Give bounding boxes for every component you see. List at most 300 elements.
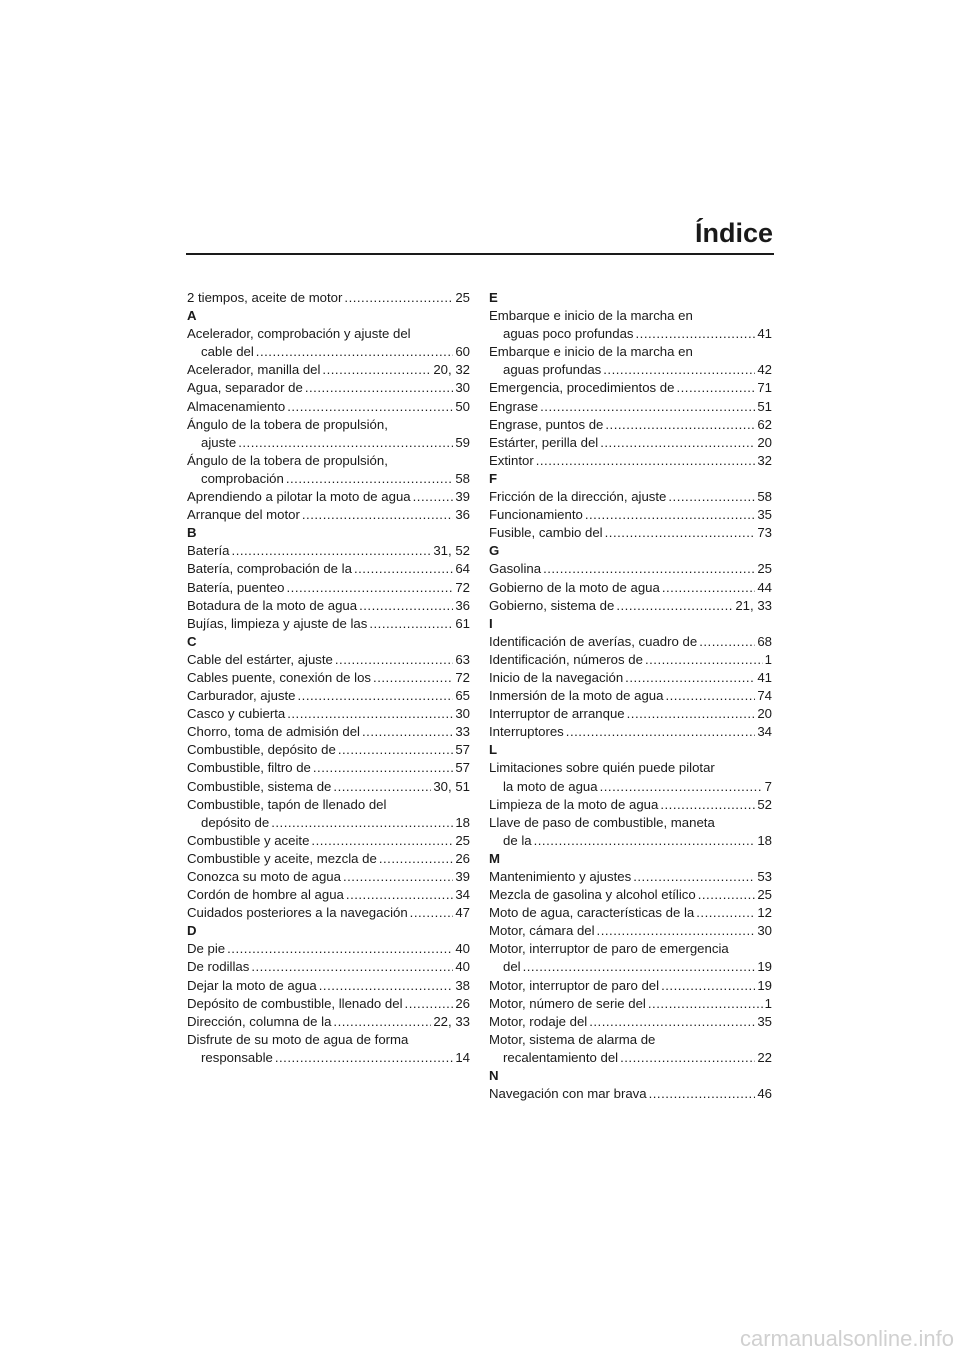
entry-page-number: 18 (455, 814, 470, 830)
dot-leader (344, 289, 453, 307)
index-entry (489, 579, 772, 597)
dot-leader (373, 669, 453, 687)
entry-text: Almacenamiento (187, 398, 286, 414)
index-entry (187, 741, 470, 759)
index-entry (489, 524, 772, 542)
index-entry (489, 379, 772, 397)
entry-text: Disfrute de su moto de agua de forma (187, 1031, 409, 1047)
dot-leader (662, 579, 756, 597)
entry-text: Fricción de la dirección, ajuste (489, 489, 667, 505)
entry-text: Dirección, columna de la (187, 1013, 332, 1029)
index-entry (187, 687, 470, 705)
dot-leader (338, 741, 454, 759)
entry-page-number: 40 (455, 959, 470, 975)
entry-text: Embarque e inicio de la marcha en (489, 308, 693, 324)
index-entry (187, 651, 470, 669)
index-section-letter (187, 922, 470, 940)
entry-text: Conozca su moto de agua (187, 869, 341, 884)
entry-page-number: 44 (757, 579, 772, 595)
entry-text: Motor, sistema de alarma de (489, 1031, 656, 1047)
entry-page-number: 19 (757, 977, 772, 993)
index-entry-line (187, 796, 470, 814)
entry-page-number: 21, 33 (735, 597, 772, 613)
dot-leader (603, 361, 755, 379)
entry-text: Interruptores (489, 724, 564, 740)
entry-text: Cable del estárter, ajuste (187, 651, 333, 667)
footer-watermark: carmanualsonline.info (739, 1326, 954, 1351)
section-letter-text: C (187, 633, 197, 649)
dot-leader (302, 506, 453, 524)
index-entry (187, 1049, 470, 1067)
entry-page-number: 65 (455, 688, 470, 704)
dot-leader (379, 850, 453, 868)
index-entry-line (489, 814, 772, 832)
entry-page-number: 12 (757, 905, 772, 921)
entry-text: Chorro, toma de admisión del (187, 724, 360, 740)
index-section-letter (489, 470, 772, 488)
dot-leader (354, 560, 453, 578)
entry-page-number: 14 (455, 1049, 470, 1065)
index-entry (187, 669, 470, 687)
index-entry-line (489, 307, 772, 325)
index-entry (187, 343, 470, 361)
section-letter-text: M (489, 850, 500, 866)
entry-text: Identificación de averías, cuadro de (489, 633, 698, 649)
index-entry (187, 977, 470, 995)
dot-leader (311, 832, 453, 850)
entry-text: Motor, número de serie del (489, 995, 646, 1011)
dot-leader (540, 398, 755, 416)
entry-text: Gasolina (489, 561, 542, 577)
index-entry (187, 995, 470, 1013)
title-rule (186, 253, 774, 255)
dot-leader (605, 416, 755, 434)
entry-page-number: 62 (757, 416, 772, 432)
dot-leader (699, 633, 755, 651)
entry-text: Combustible, depósito de (187, 742, 336, 758)
entry-text: cable del (201, 344, 254, 360)
index-section-letter (187, 633, 470, 651)
entry-text: Mezcla de gasolina y alcohol etílico (489, 887, 696, 903)
index-entry (489, 723, 772, 741)
index-entry (187, 868, 470, 886)
entry-text: 2 tiempos, aceite de motor (187, 290, 343, 305)
entry-page-number: 60 (455, 344, 470, 360)
entry-page-number: 22, 33 (433, 1013, 470, 1029)
entry-text: Cables puente, conexión de los (187, 669, 372, 685)
index-entry (187, 289, 470, 307)
index-entry-line (187, 416, 470, 434)
dot-leader (362, 723, 453, 741)
entry-page-number: 58 (757, 489, 772, 505)
entry-text: aguas profundas (503, 362, 602, 378)
section-letter-text: D (187, 923, 197, 939)
index-entry (489, 886, 772, 904)
index-entry-line (489, 343, 772, 361)
entry-text: Depósito de combustible, llenado del (187, 995, 403, 1011)
index-entry (187, 705, 470, 723)
entry-page-number: 57 (455, 760, 470, 776)
entry-page-number: 58 (455, 470, 470, 486)
index-entry (187, 379, 470, 397)
section-letter-text: B (187, 525, 197, 541)
entry-text: Arranque del motor (187, 507, 300, 523)
entry-text: Batería, puenteo (187, 579, 285, 595)
dot-leader (620, 1049, 755, 1067)
dot-leader (661, 977, 755, 995)
dot-leader (322, 361, 431, 379)
entry-page-number: 41 (757, 669, 772, 685)
entry-text: Interruptor de arranque (489, 706, 625, 722)
entry-text: Ángulo de la tobera de propulsión, (187, 416, 388, 432)
dot-leader (251, 958, 453, 976)
entry-page-number: 7 (764, 778, 772, 794)
index-section-letter (489, 289, 772, 307)
dot-leader (256, 343, 454, 361)
index-column-left (187, 289, 470, 1067)
entry-page-number: 41 (757, 326, 772, 342)
entry-page-number: 1 (764, 651, 772, 667)
entry-text: Cuidados posteriores a la navegación (187, 905, 408, 921)
index-section-letter (187, 307, 470, 325)
entry-page-number: 25 (757, 887, 772, 903)
entry-page-number: 74 (757, 688, 772, 704)
index-entry (489, 1013, 772, 1031)
index-entry (489, 633, 772, 651)
entry-text: responsable (201, 1049, 273, 1065)
index-entry (489, 796, 772, 814)
entry-text: Combustible y aceite, mezcla de (187, 850, 377, 866)
entry-text: Identificación, números de (489, 651, 643, 667)
dot-leader (698, 886, 756, 904)
index-entry-line (187, 1031, 470, 1049)
entry-text: ajuste (201, 434, 237, 450)
entry-text: Engrase, puntos de (489, 416, 604, 432)
dot-leader (543, 560, 755, 578)
dot-leader (346, 886, 453, 904)
entry-text: comprobación (201, 470, 284, 486)
dot-leader (585, 506, 755, 524)
entry-text: la moto de agua (503, 778, 598, 794)
dot-leader (305, 379, 453, 397)
index-entry (187, 832, 470, 850)
entry-text: Moto de agua, características de la (489, 905, 695, 921)
entry-page-number: 64 (455, 561, 470, 577)
entry-text: Botadura de la moto de agua (187, 597, 358, 613)
entry-page-number: 72 (455, 579, 470, 595)
entry-page-number: 25 (757, 561, 772, 577)
index-entry (187, 904, 470, 922)
index-entry (187, 778, 470, 796)
dot-leader (227, 940, 453, 958)
dot-leader (633, 868, 755, 886)
entry-text: Inicio de la navegación (489, 669, 624, 685)
dot-leader (319, 977, 454, 995)
dot-leader (600, 434, 755, 452)
index-entry (489, 958, 772, 976)
entry-page-number: 30 (757, 923, 772, 939)
entry-text: del (503, 959, 521, 975)
entry-page-number: 40 (455, 941, 470, 957)
index-column-right (489, 289, 772, 1103)
entry-text: depósito de (201, 814, 270, 830)
entry-page-number: 34 (455, 887, 470, 903)
entry-text: Aprendiendo a pilotar la moto de agua (187, 489, 411, 505)
index-entry (489, 560, 772, 578)
dot-leader (676, 379, 755, 397)
entry-text: Cordón de hombre al agua (187, 887, 344, 903)
section-letter-text: A (187, 308, 197, 324)
entry-text: Engrase (489, 398, 539, 414)
index-entry (489, 778, 772, 796)
index-entry (489, 669, 772, 687)
dot-leader (648, 995, 763, 1013)
dot-leader (597, 922, 756, 940)
entry-page-number: 42 (757, 362, 772, 378)
entry-text: Gobierno de la moto de agua (489, 579, 660, 595)
dot-leader (287, 398, 453, 416)
index-entry (489, 904, 772, 922)
index-entry (489, 977, 772, 995)
index-section-letter (187, 524, 470, 542)
index-entry-line (489, 940, 772, 958)
entry-page-number: 31, 52 (433, 543, 470, 559)
entry-page-number: 26 (455, 850, 470, 866)
entry-page-number: 71 (757, 380, 772, 396)
entry-page-number: 36 (455, 597, 470, 613)
index-entry (489, 922, 772, 940)
entry-page-number: 68 (757, 633, 772, 649)
index-entry (187, 361, 470, 379)
dot-leader (286, 470, 453, 488)
index-entry (187, 886, 470, 904)
index-entry (187, 723, 470, 741)
entry-text: Dejar la moto de agua (187, 977, 317, 993)
index-entry (489, 434, 772, 452)
index-entry (489, 416, 772, 434)
index-entry (187, 615, 470, 633)
index-entry (187, 1013, 470, 1031)
dot-leader (313, 759, 453, 777)
entry-text: Emergencia, procedimientos de (489, 380, 675, 396)
index-entry (187, 398, 470, 416)
entry-text: Combustible, tapón de llenado del (187, 796, 387, 812)
entry-page-number: 35 (757, 507, 772, 523)
entry-text: Agua, separador de (187, 380, 303, 396)
dot-leader (660, 796, 755, 814)
index-entry (489, 1085, 772, 1103)
index-section-letter (489, 615, 772, 633)
entry-page-number: 59 (455, 434, 470, 450)
entry-page-number: 47 (455, 905, 470, 921)
dot-leader (271, 814, 453, 832)
dot-leader (665, 687, 755, 705)
index-entry (187, 850, 470, 868)
dot-leader (566, 723, 756, 741)
entry-page-number: 30 (455, 380, 470, 396)
entry-text: Motor, interruptor de paro de emergencia (489, 941, 729, 957)
dot-leader (275, 1049, 453, 1067)
index-entry-line (187, 325, 470, 343)
section-letter-text: G (489, 543, 500, 559)
dot-leader (668, 488, 755, 506)
entry-text: Estárter, perilla del (489, 434, 599, 450)
entry-text: De pie (187, 941, 226, 957)
dot-leader (298, 687, 454, 705)
dot-leader (232, 542, 432, 560)
entry-text: Combustible, filtro de (187, 760, 311, 776)
entry-page-number: 20 (757, 706, 772, 722)
dot-leader (627, 705, 756, 723)
index-entry (187, 542, 470, 560)
dot-leader (605, 524, 756, 542)
section-letter-text: I (489, 615, 493, 631)
entry-page-number: 18 (757, 832, 772, 848)
index-entry (187, 958, 470, 976)
index-entry (187, 579, 470, 597)
index-entry-line (187, 452, 470, 470)
index-entry (489, 506, 772, 524)
index-entry (489, 597, 772, 615)
entry-page-number: 1 (764, 995, 772, 1011)
index-entry-line (489, 1031, 772, 1049)
dot-leader (589, 1013, 755, 1031)
dot-leader (649, 1085, 756, 1103)
entry-page-number: 73 (757, 525, 772, 541)
dot-leader (413, 488, 454, 506)
entry-page-number: 39 (455, 869, 470, 884)
entry-page-number: 19 (757, 959, 772, 975)
index-entry (187, 470, 470, 488)
index-entry (489, 687, 772, 705)
entry-text: Extintor (489, 452, 534, 468)
index-entry (489, 488, 772, 506)
index-section-letter (489, 741, 772, 759)
index-entry (489, 325, 772, 343)
entry-text: Bujías, limpieza y ajuste de las (187, 615, 368, 631)
entry-page-number: 39 (455, 489, 470, 505)
entry-text: de la (503, 832, 532, 848)
entry-text: Motor, rodaje del (489, 1013, 588, 1029)
dot-leader (536, 452, 756, 470)
entry-page-number: 26 (455, 995, 470, 1011)
entry-text: Combustible y aceite (187, 832, 310, 848)
entry-page-number: 25 (455, 290, 470, 305)
entry-text: Mantenimiento y ajustes (489, 869, 632, 884)
dot-leader (343, 868, 453, 886)
dot-leader (696, 904, 755, 922)
entry-text: Gobierno, sistema de (489, 597, 615, 613)
entry-text: Inmersión de la moto de agua (489, 688, 664, 704)
index-entry (489, 452, 772, 470)
index-entry (489, 868, 772, 886)
index-entry (187, 560, 470, 578)
index-entry (187, 597, 470, 615)
entry-page-number: 30, 51 (433, 778, 470, 794)
entry-page-number: 20, 32 (433, 362, 470, 378)
entry-page-number: 63 (455, 651, 470, 667)
entry-text: Limpieza de la moto de agua (489, 796, 659, 812)
entry-text: Motor, interruptor de paro del (489, 977, 660, 993)
dot-leader (359, 597, 453, 615)
entry-text: Ángulo de la tobera de propulsión, (187, 452, 388, 468)
section-letter-text: N (489, 1068, 499, 1084)
index-entry (187, 759, 470, 777)
dot-leader (410, 904, 454, 922)
dot-leader (369, 615, 453, 633)
entry-page-number: 57 (455, 742, 470, 758)
entry-text: De rodillas (187, 959, 250, 975)
entry-text: Casco y cubierta (187, 706, 286, 722)
entry-page-number: 52 (757, 796, 772, 812)
dot-leader (645, 651, 763, 669)
entry-text: Llave de paso de combustible, maneta (489, 814, 715, 830)
dot-leader (333, 778, 431, 796)
entry-page-number: 25 (455, 832, 470, 848)
entry-page-number: 32 (757, 452, 772, 468)
entry-text: Carburador, ajuste (187, 688, 296, 704)
entry-text: recalentamiento del (503, 1049, 619, 1065)
index-entry (187, 940, 470, 958)
entry-page-number: 33 (455, 724, 470, 740)
entry-page-number: 38 (455, 977, 470, 993)
index-entry (489, 995, 772, 1013)
index-entry (489, 651, 772, 669)
entry-page-number: 72 (455, 669, 470, 685)
dot-leader (600, 778, 763, 796)
page-title: Índice (694, 218, 773, 248)
entry-text: Motor, cámara del (489, 923, 595, 939)
entry-text: Navegación con mar brava (489, 1086, 647, 1102)
entry-page-number: 30 (455, 706, 470, 722)
entry-page-number: 35 (757, 1013, 772, 1029)
dot-leader (625, 669, 755, 687)
entry-text: Embarque e inicio de la marcha en (489, 344, 693, 360)
section-letter-text: L (489, 742, 498, 758)
index-entry (187, 488, 470, 506)
index-entry (489, 1049, 772, 1067)
entry-text: aguas poco profundas (503, 326, 634, 342)
entry-page-number: 36 (455, 507, 470, 523)
section-letter-text: F (489, 470, 498, 486)
dot-leader (287, 705, 453, 723)
index-entry (489, 398, 772, 416)
dot-leader (238, 434, 453, 452)
dot-leader (335, 651, 453, 669)
dot-leader (534, 832, 756, 850)
entry-text: Limitaciones sobre quién puede pilotar (489, 760, 715, 776)
entry-text: Funcionamiento (489, 507, 583, 523)
entry-page-number: 53 (757, 869, 772, 884)
entry-text: Batería, comprobación de la (187, 561, 352, 577)
entry-page-number: 22 (757, 1049, 772, 1065)
index-entry (489, 832, 772, 850)
section-letter-text: E (489, 290, 498, 305)
entry-page-number: 61 (455, 615, 470, 631)
index-section-letter (489, 1067, 772, 1085)
dot-leader (287, 579, 454, 597)
index-entry (489, 361, 772, 379)
index-entry (187, 434, 470, 452)
dot-leader (616, 597, 733, 615)
entry-text: Fusible, cambio del (489, 525, 603, 541)
entry-text: Combustible, sistema de (187, 778, 332, 794)
dot-leader (523, 958, 756, 976)
entry-text: Acelerador, comprobación y ajuste del (187, 326, 411, 342)
entry-text: Acelerador, manilla del (187, 362, 321, 378)
entry-page-number: 50 (455, 398, 470, 414)
index-section-letter (489, 850, 772, 868)
